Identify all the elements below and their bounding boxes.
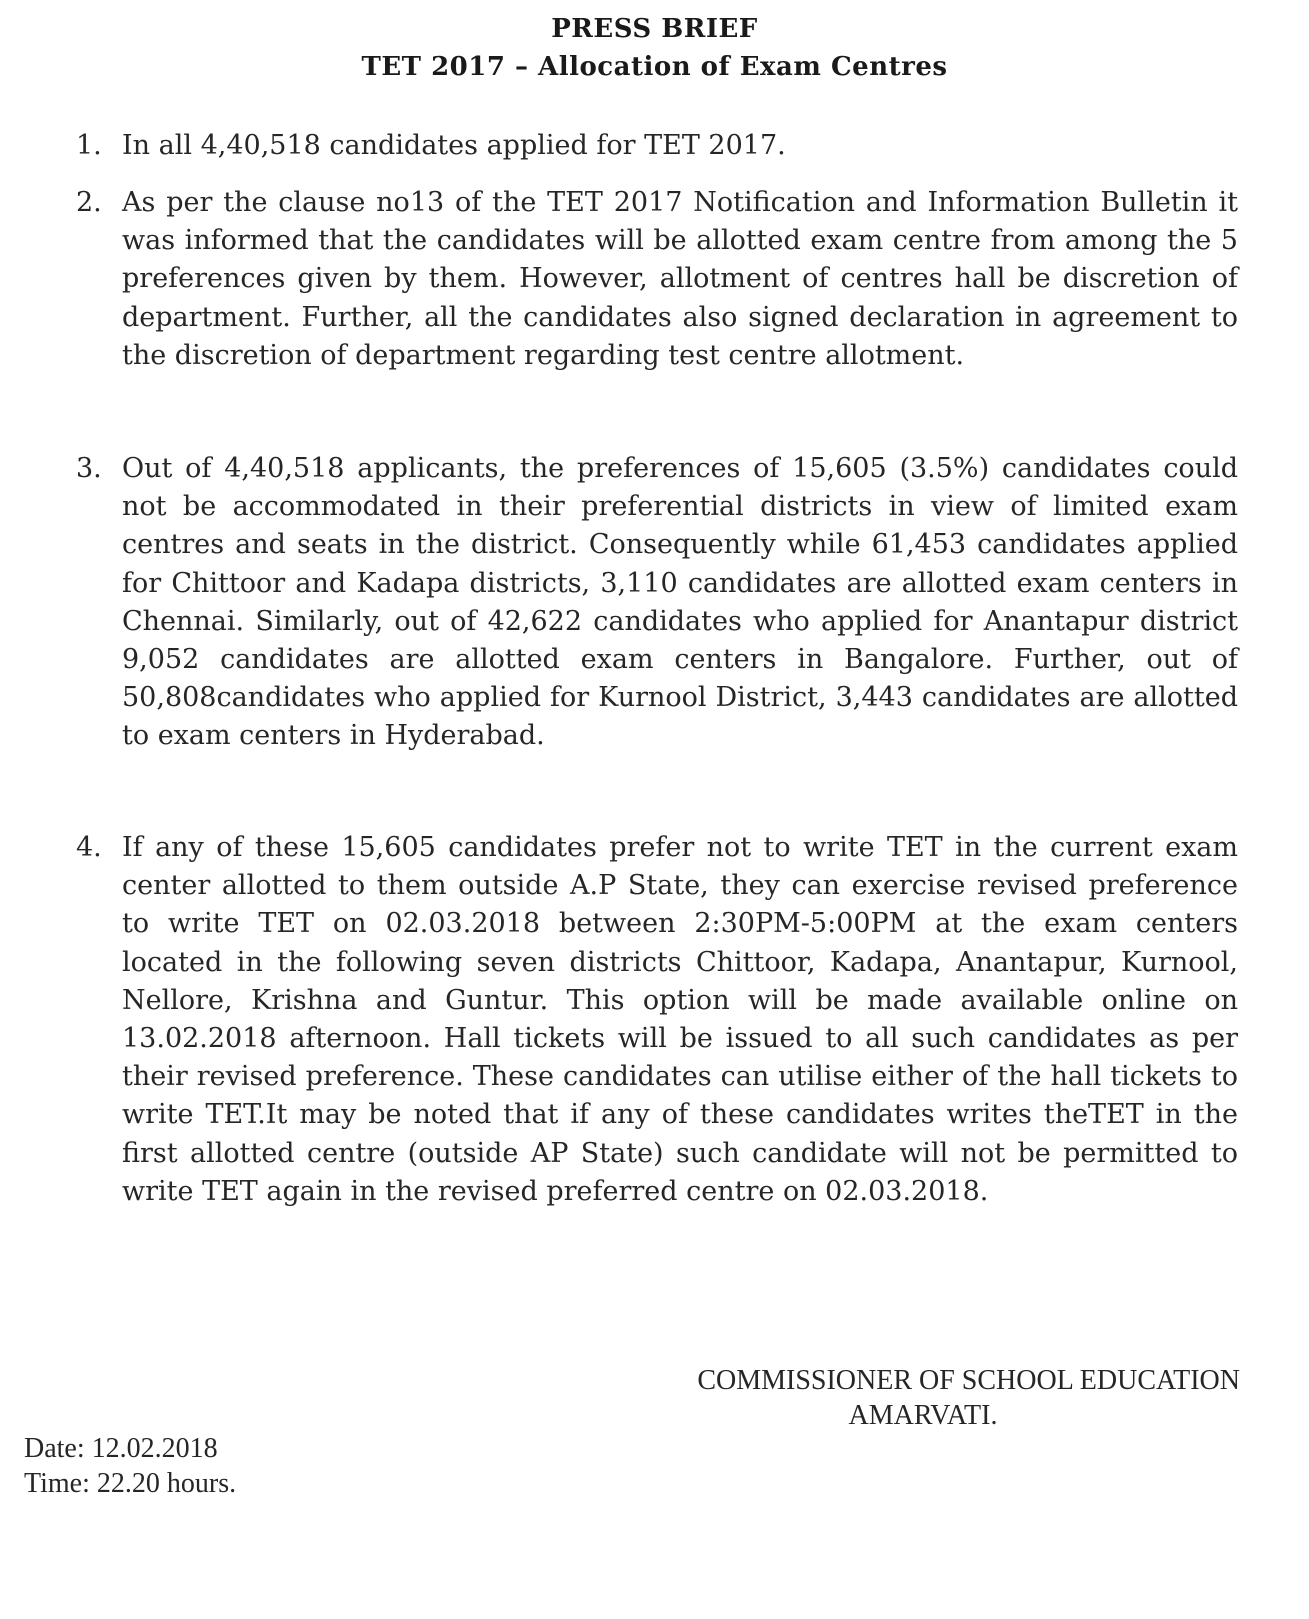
item-text: As per the clause no13 of the TET 2017 Notification and Information Bulletin it was informed that the candidates will be allotted exam centre from among the 5 preferences given by them. However, allotment of centres hall be discretion of department. Further, all the candidates also signed declaration in agreement to the discretion of department regarding test centre allotment. — [122, 187, 1238, 371]
item-number: 4. — [76, 832, 102, 863]
issue-time: Time: 22.20 hours. — [24, 1468, 237, 1499]
press-brief-heading: PRESS BRIEF — [551, 14, 758, 44]
list-item — [76, 829, 1238, 1211]
signatory-office: COMMISSIONER OF SCHOOL EDUCATION — [697, 1365, 1240, 1396]
list-item — [76, 184, 1238, 375]
signatory-place: AMARVATI. — [848, 1400, 998, 1431]
item-text: If any of these 15,605 candidates prefer not to write TET in the current exam center allotted to them outside A.P State, they can exercise revised preference to write TET on 02.03.2018 between 2:30PM-5:00PM at the exam centers located in the following seven districts Chittoor, Kadapa, Anantapur, Kurnool, Nellore, Krishna and Guntur. This option will be made available online on 13.02.2018 afternoon. Hall tickets will be issued to all such candidates as per their revised preference. These candidates can utilise either of the hall tickets to write TET.It may be noted that if any of these candidates writes theTET in the first allotted centre (outside AP State) such candidate will not be permitted to write TET again in the revised preferred centre on 02.03.2018. — [122, 832, 1238, 1207]
item-text: Out of 4,40,518 applicants, the preferences of 15,605 (3.5%) candidates could not be accommodated in their preferential districts in view of limited exam centres and seats in the district. Consequently while 61,453 candidates applied for Chittoor and Kadapa districts, 3,110 candidates are allotted exam centers in Chennai. Similarly, out of 42,622 candidates who applied for Anantapur district 9,052 candidates are allotted exam centers in Bangalore. Further, out of 50,808candidates who applied for Kurnool District, 3,443 candidates are allotted to exam centers in Hyderabad. — [122, 453, 1238, 752]
item-number: 2. — [76, 187, 102, 218]
item-number: 3. — [76, 453, 102, 484]
item-text: In all 4,40,518 candidates applied for TET 2017. — [122, 130, 786, 161]
document-title: TET 2017 – Allocation of Exam Centres — [361, 52, 948, 82]
list-item — [76, 127, 1238, 165]
issue-date: Date: 12.02.2018 — [24, 1433, 218, 1464]
item-number: 1. — [76, 130, 102, 161]
list-item — [76, 450, 1238, 756]
